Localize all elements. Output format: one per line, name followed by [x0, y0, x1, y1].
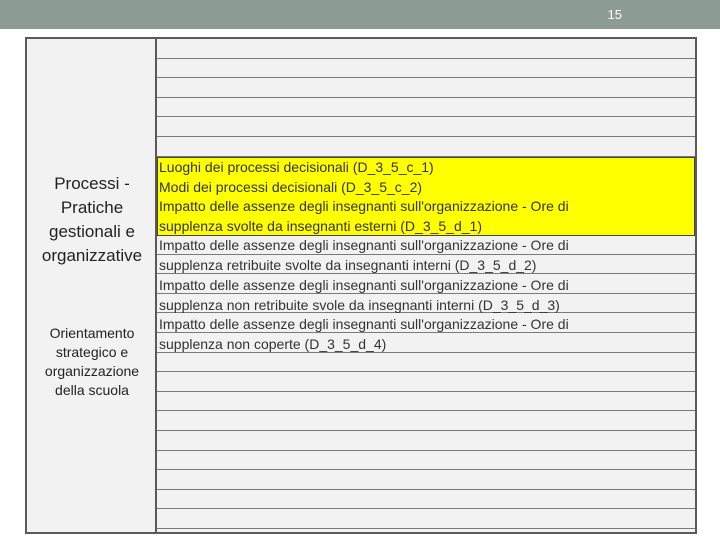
grid-line [157, 78, 695, 98]
grid-line [157, 137, 695, 157]
list-item-4: Impatto delle assenze degli insegnanti sull'organizzazione - Ore di supplenza retribuite svolte da insegnanti interni (D_3_5_d_2) [159, 237, 569, 273]
list-item-6: Impatto delle assenze degli insegnanti sull'organizzazione - Ore di supplenza non coperte (D_3_5_d_4) [159, 316, 569, 352]
grid-line [157, 431, 695, 451]
list-item-5: Impatto delle assenze degli insegnanti sull'organizzazione - Ore di supplenza non retribuite svole da insegnanti interni (D_3_5_d_3) [159, 277, 569, 313]
left-column [27, 39, 157, 532]
section-title-main: Processi - Pratiche gestionali e organizzative [41, 174, 143, 265]
grid-line [157, 372, 695, 392]
list-item-3: Impatto delle assenze degli insegnanti sull'organizzazione - Ore di supplenza svolte da insegnanti esterni (D_3_5_d_1) [159, 198, 569, 234]
list-item-1: Luoghi dei processi decisionali (D_3_5_c_1) [159, 159, 434, 175]
top-bar [0, 0, 720, 29]
list-item-2: Modi dei processi decisionali (D_3_5_c_2) [159, 179, 423, 195]
table-frame [25, 37, 697, 534]
grid-line [157, 490, 695, 510]
grid-line [157, 411, 695, 431]
grid-line [157, 392, 695, 412]
grid-line [157, 451, 695, 471]
section-title-sub: Orientamento strategico e organizzazione della scuola [44, 325, 140, 398]
grid-line [157, 509, 695, 529]
grid-line [157, 470, 695, 490]
grid-line [157, 117, 695, 137]
grid-line [157, 98, 695, 118]
grid-line [157, 59, 695, 79]
right-column [157, 39, 695, 532]
grid-line [157, 353, 695, 373]
grid-line [157, 39, 695, 59]
page-number: 15 [607, 7, 622, 22]
